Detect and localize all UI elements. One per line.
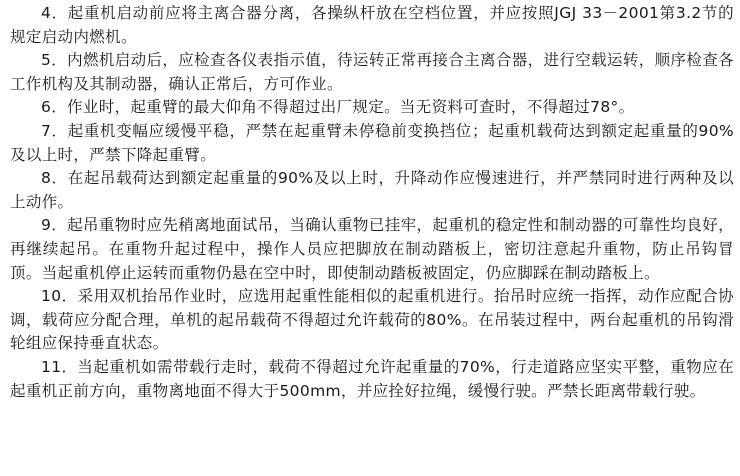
paragraph-10: 10．采用双机抬吊作业时，应选用起重性能相似的起重机进行。抬吊时应统一指挥，动作应配合协调，载荷应分配合理，单机的起吊载荷不得超过允许载荷的80%。在吊装过程中，两台起重机的吊钩滑轮组应保持垂直状态。	[10, 287, 734, 353]
paragraph-11: 11．当起重机如需带载行走时，载荷不得超过允许起重量的70%，行走道路应坚实平整，重物应在起重机正前方向，重物离地面不得大于500mm，并应拴好拉绳，缓慢行驶。严禁长距离带载行驶。	[10, 357, 734, 400]
paragraph-5: 5．内燃机启动后，应检查各仪表指示值，待运转正常再接合主离合器，进行空载运转，顺序检查各工作机构及其制动器，确认正常后，方可作业。	[10, 51, 734, 93]
paragraph-6: 6．作业时，起重臂的最大仰角不得超过出厂规定。当无资料可查时，不得超过78°。	[41, 98, 635, 117]
paragraph-4: 4．起重机启动前应将主离合器分离，各操纵杆放在空档位置，并应按照JGJ 33－2001第3.2节的规定启动内燃机。	[10, 4, 734, 46]
paragraph-9: 9．起吊重物时应先稍离地面试吊，当确认重物已挂牢，起重机的稳定性和制动器的可靠性均良好，再继续起吊。在重物升起过程中，操作人员应把脚放在制动踏板上，密切注意起升重物，防止吊钩冒顶。当起重机停止运转而重物仍悬在空中时，即使制动踏板被固定，仍应脚踩在制动踏板上。	[10, 216, 734, 282]
paragraph-7: 7．起重机变幅应缓慢平稳，严禁在起重臂未停稳前变换挡位；起重机载荷达到额定起重量的90%及以上时，严禁下降起重臂。	[10, 121, 734, 164]
paragraph-8: 8．在起吊载荷达到额定起重量的90%及以上时，升降动作应慢速进行，并严禁同时进行两种及以上动作。	[10, 169, 734, 211]
